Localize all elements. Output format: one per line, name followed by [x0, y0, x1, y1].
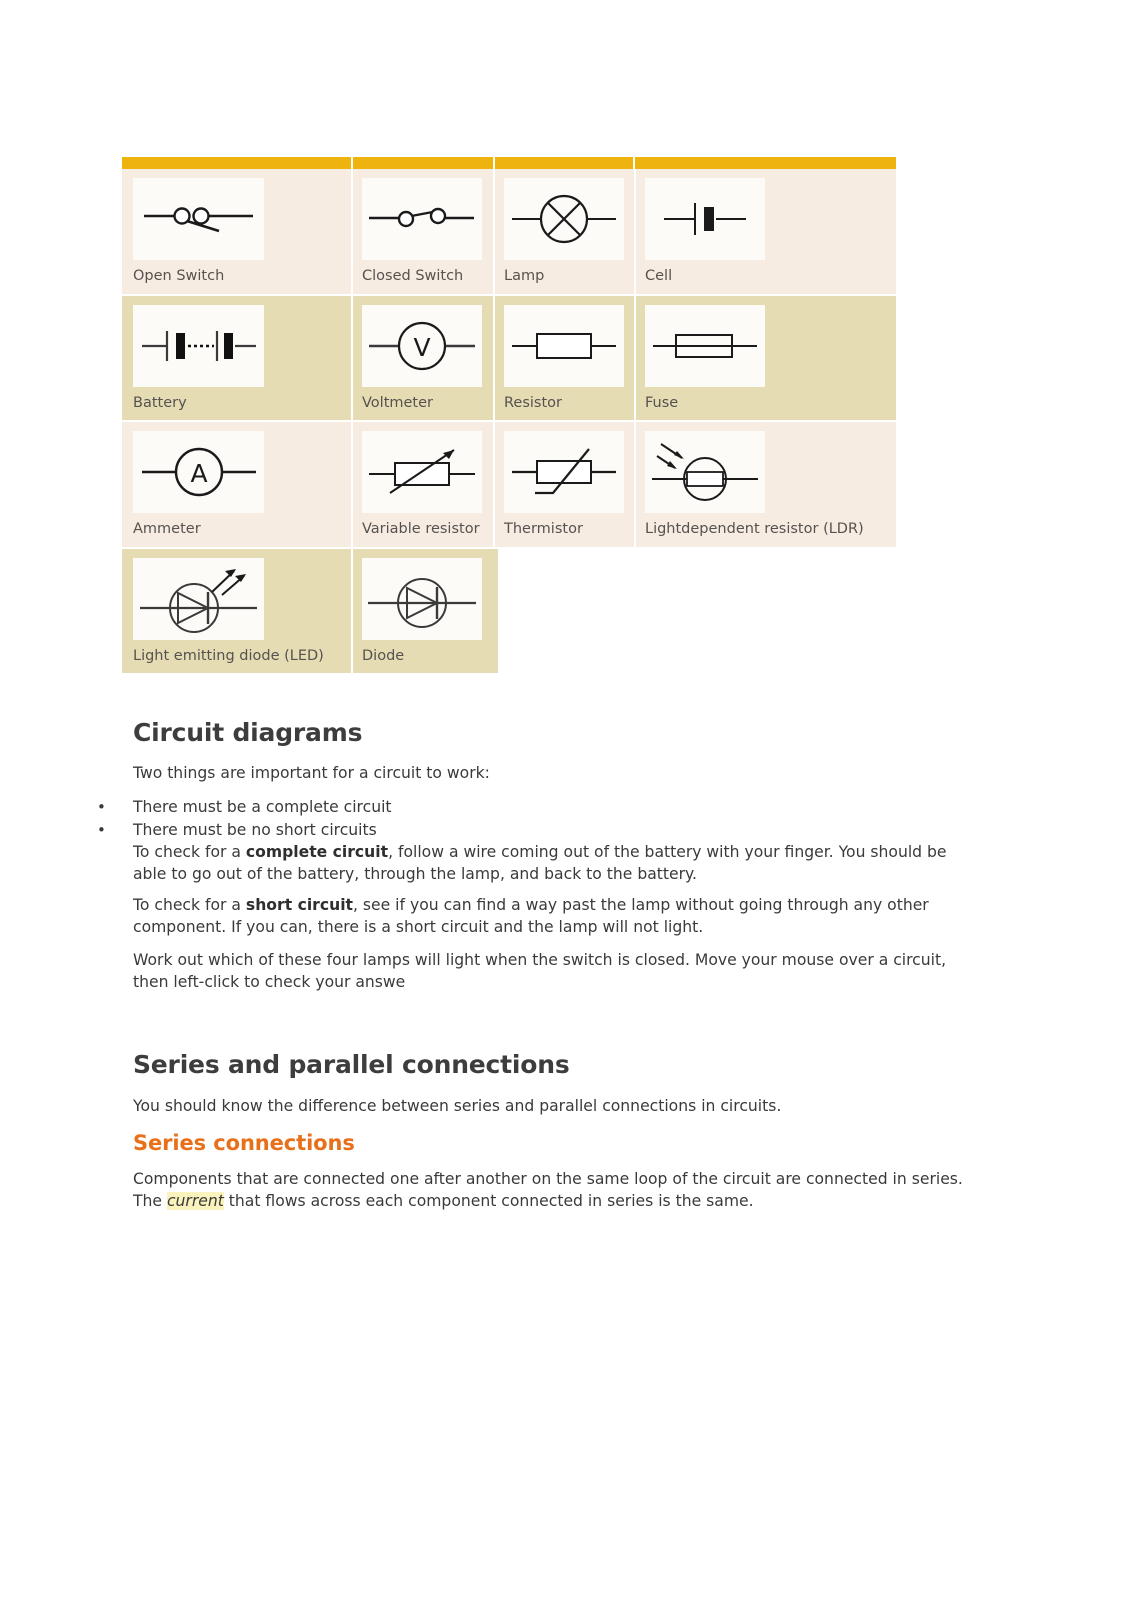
table-row	[122, 549, 498, 674]
table-row	[122, 296, 896, 421]
led-symbol	[133, 558, 264, 640]
short-circuit-bold: short circuit	[245, 896, 353, 914]
ammeter-symbol	[133, 431, 264, 513]
ldr-symbol	[645, 431, 765, 513]
ldr-icon	[649, 439, 761, 505]
glossary-term-current[interactable]: current	[166, 1191, 224, 1210]
symbol-cell-fuse	[634, 296, 896, 421]
symbol-cell-ammeter	[122, 422, 351, 547]
symbol-cell-battery	[122, 296, 351, 421]
voltmeter-icon	[366, 315, 478, 377]
bullet-dot-icon: •	[97, 798, 106, 816]
svg-text:A: A	[189, 459, 208, 488]
cell-symbol	[645, 178, 765, 260]
closed-switch-icon	[366, 191, 478, 247]
symbol-label: Cell	[645, 268, 673, 284]
battery-icon	[138, 318, 260, 374]
page-title-circuit-diagrams: Circuit diagrams	[133, 718, 363, 747]
thermistor-symbol	[504, 431, 624, 513]
symbol-cell-open-switch	[122, 169, 351, 294]
svg-text:V: V	[413, 332, 431, 362]
symbol-cell-cell	[634, 169, 896, 294]
symbol-label: Lamp	[504, 268, 545, 284]
complete-circuit-paragraph	[133, 842, 961, 885]
symbol-label: Voltmeter	[362, 394, 433, 411]
header-bar-col2	[353, 157, 493, 169]
symbol-label: Lightdependent resistor (LDR)	[645, 521, 864, 537]
fuse-symbol	[645, 305, 765, 387]
voltmeter-symbol	[362, 305, 482, 387]
bullet-dot-icon: •	[97, 821, 106, 839]
symbol-cell-voltmeter	[351, 296, 493, 421]
list-item	[97, 819, 973, 842]
circuit-diagrams-intro: Two things are important for a circuit to work:	[133, 764, 490, 782]
symbol-cell-diode	[351, 549, 493, 674]
variable-resistor-icon	[366, 441, 478, 503]
battery-symbol	[133, 305, 264, 387]
header-bar-col1	[122, 157, 351, 169]
thermistor-icon	[509, 441, 619, 503]
symbol-cell-led	[122, 549, 351, 674]
list-item	[97, 796, 973, 819]
symbol-label: Fuse	[645, 394, 679, 411]
symbol-label: Ammeter	[133, 521, 201, 537]
header-bar-col4	[635, 157, 896, 169]
ammeter-icon	[139, 441, 259, 503]
page-title-series-parallel: Series and parallel connections	[133, 1050, 570, 1079]
subheading-series-connections: Series connections	[133, 1131, 355, 1155]
symbol-cell-resistor	[493, 296, 634, 421]
diode-icon	[366, 562, 478, 636]
complete-circuit-rest: , follow a wire coming out of the battery with your finger. You should be able to go out of the battery, through the lamp, and back to the battery.	[133, 843, 947, 883]
list-item-label: There must be no short circuits	[133, 821, 377, 839]
series-connections-body	[133, 1169, 971, 1212]
table-row	[122, 422, 896, 547]
lamp-symbol	[504, 178, 624, 260]
diode-symbol	[362, 558, 482, 640]
fuse-icon	[650, 318, 760, 374]
symbol-label: Open Switch	[133, 268, 225, 284]
short-circuit-lead: To check for a	[133, 896, 246, 914]
header-bar-col3	[495, 157, 634, 169]
symbol-cell-ldr	[634, 422, 896, 547]
symbol-cell-lamp	[493, 169, 634, 294]
table-header-bars	[122, 157, 896, 169]
task-paragraph: Work out which of these four lamps will light when the switch is closed. Move your mouse over a circuit, then left-click to check your answe	[133, 951, 947, 991]
led-icon	[138, 562, 260, 636]
symbol-cell-closed-switch	[351, 169, 493, 294]
list-item-label: There must be a complete circuit	[133, 798, 392, 816]
closed-switch-symbol	[362, 178, 482, 260]
open-switch-icon	[140, 191, 258, 247]
symbol-label: Thermistor	[504, 521, 583, 537]
symbol-cell-thermistor	[493, 422, 634, 547]
symbol-label: Resistor	[504, 394, 562, 411]
symbol-cell-variable-resistor	[351, 422, 493, 547]
table-row	[122, 169, 896, 294]
short-circuit-rest: , see if you can find a way past the lamp without going through any other component. If you can, there is a short circuit and the lamp will not light.	[133, 896, 929, 936]
resistor-symbol	[504, 305, 624, 387]
short-circuit-paragraph	[133, 895, 968, 938]
circuit-symbols-table	[122, 157, 896, 673]
resistor-icon	[509, 318, 619, 374]
symbol-label: Variable resistor	[362, 521, 480, 537]
complete-circuit-bold: complete circuit	[245, 843, 389, 861]
series-body-lead: Components that are connected one after another on the same loop of the circuit are connected in series. The	[133, 1170, 963, 1210]
series-parallel-intro: You should know the difference between series and parallel connections in circuits.	[133, 1097, 782, 1115]
symbol-label: Battery	[133, 394, 187, 411]
symbol-label: Light emitting diode (LED)	[133, 647, 324, 664]
series-body-rest: that flows across each component connected in series is the same.	[223, 1191, 754, 1210]
symbol-label: Closed Switch	[362, 268, 464, 284]
circuit-requirements-list	[97, 796, 973, 842]
variable-resistor-symbol	[362, 431, 482, 513]
cell-icon	[650, 191, 760, 247]
lamp-icon	[509, 188, 619, 250]
open-switch-symbol	[133, 178, 264, 260]
complete-circuit-lead: To check for a	[133, 843, 246, 861]
symbol-label: Diode	[362, 647, 405, 664]
